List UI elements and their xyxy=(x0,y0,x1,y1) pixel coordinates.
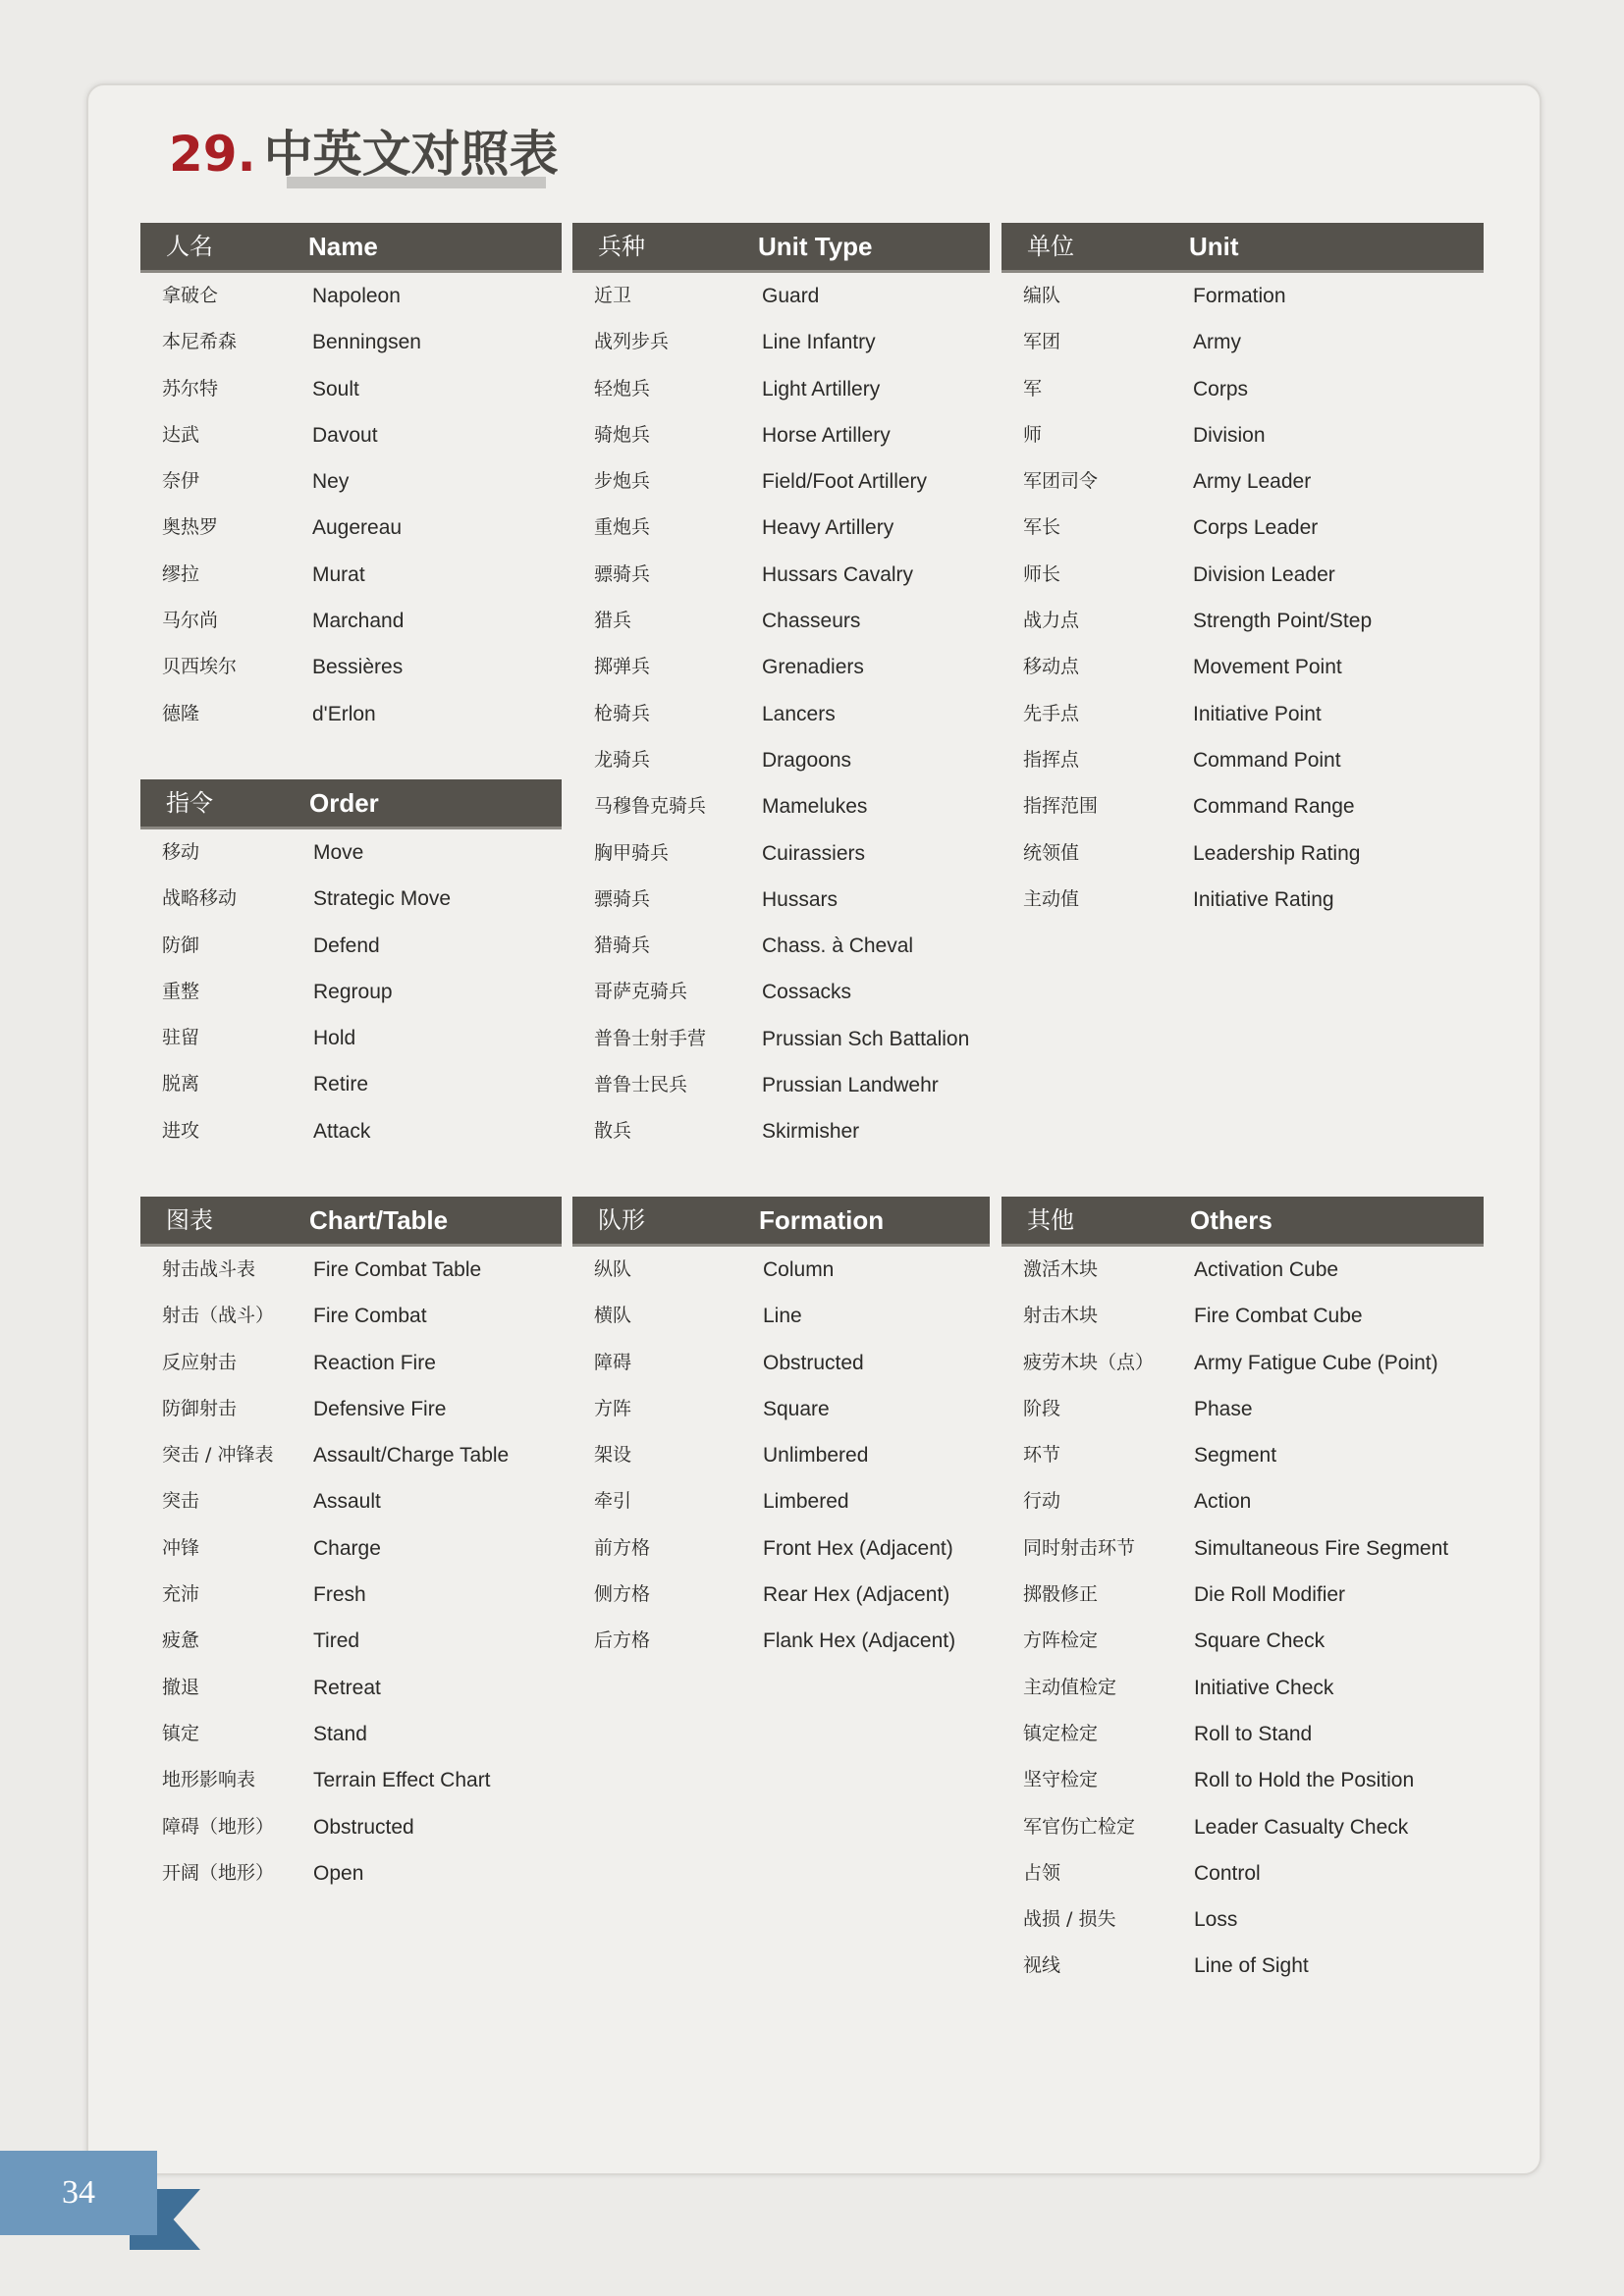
term-chinese: 步炮兵 xyxy=(594,470,651,493)
term-english: Front Hex (Adjacent) xyxy=(763,1536,953,1560)
page-title xyxy=(169,120,559,188)
term-chinese: 疲惫 xyxy=(162,1629,200,1652)
term-chinese: 视线 xyxy=(1023,1954,1061,1977)
term-chinese: 军 xyxy=(1023,377,1043,400)
term-english: Unlimbered xyxy=(763,1444,869,1468)
table-row xyxy=(572,691,990,737)
term-english: Field/Foot Artillery xyxy=(762,470,928,494)
table-row xyxy=(1001,1850,1484,1896)
term-english: Leadership Rating xyxy=(1193,841,1361,865)
table-header xyxy=(572,1197,990,1247)
term-english: Benningsen xyxy=(312,331,421,354)
term-english: Army xyxy=(1193,331,1241,354)
table-row xyxy=(1001,1340,1484,1386)
term-chinese: 镇定 xyxy=(162,1722,200,1744)
term-english: Line Infantry xyxy=(762,331,876,354)
table-row xyxy=(1001,1804,1484,1850)
table-row xyxy=(572,1525,990,1572)
term-english: Phase xyxy=(1194,1397,1253,1420)
term-english: Guard xyxy=(762,285,820,307)
term-english: Obstructed xyxy=(763,1351,864,1374)
term-chinese: 冲锋 xyxy=(162,1536,200,1559)
table-row xyxy=(1001,737,1484,783)
term-chinese: 猎骑兵 xyxy=(594,934,651,957)
table-row xyxy=(140,1711,562,1757)
term-english: Square Check xyxy=(1194,1629,1326,1653)
table-row xyxy=(1001,552,1484,598)
term-english: Fresh xyxy=(313,1583,366,1607)
term-chinese: 障碍 xyxy=(594,1351,632,1373)
term-english: Line of Sight xyxy=(1194,1954,1309,1978)
term-english: Skirmisher xyxy=(762,1120,860,1144)
term-chinese: 苏尔特 xyxy=(162,377,219,400)
table-names xyxy=(140,223,562,737)
table-row xyxy=(1001,1896,1484,1943)
term-chinese: 战略移动 xyxy=(162,887,238,910)
term-english: Die Roll Modifier xyxy=(1194,1583,1346,1607)
term-english: Davout xyxy=(312,423,378,447)
header-english: Others xyxy=(1190,1205,1272,1235)
table-row xyxy=(572,1618,990,1664)
term-english: d'Erlon xyxy=(312,702,376,725)
term-english: Simultaneous Fire Segment xyxy=(1194,1536,1449,1560)
term-chinese: 横队 xyxy=(594,1305,632,1327)
header-english: Chart/Table xyxy=(309,1205,449,1235)
table-row xyxy=(140,1804,562,1850)
table-row xyxy=(140,598,562,644)
term-english: Terrain Effect Chart xyxy=(313,1769,491,1792)
term-chinese: 充沛 xyxy=(162,1583,200,1606)
table-row xyxy=(1001,412,1484,458)
term-chinese: 环节 xyxy=(1023,1444,1061,1467)
term-chinese: 骠骑兵 xyxy=(594,562,651,585)
term-english: Obstructed xyxy=(313,1815,414,1839)
term-english: Division xyxy=(1193,423,1266,447)
table-header xyxy=(140,1197,562,1247)
term-chinese: 战损 / 损失 xyxy=(1023,1908,1116,1931)
term-chinese: 激活木块 xyxy=(1023,1258,1099,1280)
term-chinese: 地形影响表 xyxy=(162,1769,256,1791)
term-english: Strategic Move xyxy=(313,887,452,911)
term-english: Prussian Landwehr xyxy=(762,1074,939,1097)
term-chinese: 方阵检定 xyxy=(1023,1629,1099,1652)
table-charts xyxy=(140,1197,562,1896)
table-row xyxy=(1001,783,1484,829)
table-row xyxy=(140,1525,562,1572)
term-chinese: 移动 xyxy=(162,841,200,863)
term-chinese: 掷骰修正 xyxy=(1023,1583,1099,1606)
term-english: Reaction Fire xyxy=(313,1351,436,1374)
table-row xyxy=(1001,1293,1484,1339)
term-chinese: 统领值 xyxy=(1023,841,1080,864)
term-english: Corps Leader xyxy=(1193,516,1319,540)
term-chinese: 后方格 xyxy=(594,1629,651,1652)
page-number: 34 xyxy=(62,2174,95,2211)
table-row xyxy=(572,923,990,969)
term-english: Formation xyxy=(1193,285,1286,307)
term-chinese: 突击 xyxy=(162,1490,200,1513)
term-english: Tired xyxy=(313,1629,360,1653)
table-row xyxy=(572,505,990,551)
term-chinese: 同时射击环节 xyxy=(1023,1536,1136,1559)
table-row xyxy=(140,1108,562,1154)
term-english: Mamelukes xyxy=(762,795,868,819)
term-chinese: 龙骑兵 xyxy=(594,748,651,771)
term-chinese: 主动值 xyxy=(1023,887,1080,910)
term-english: Column xyxy=(763,1258,835,1281)
term-english: Segment xyxy=(1194,1444,1277,1468)
term-chinese: 马穆鲁克骑兵 xyxy=(594,795,707,818)
header-chinese: 人名 xyxy=(166,233,213,260)
term-chinese: 骑炮兵 xyxy=(594,423,651,446)
table-row xyxy=(140,1432,562,1478)
term-english: Cossacks xyxy=(762,981,852,1004)
table-row xyxy=(1001,1432,1484,1478)
term-chinese: 重炮兵 xyxy=(594,516,651,539)
term-chinese: 先手点 xyxy=(1023,702,1080,724)
table-row xyxy=(572,1293,990,1339)
term-english: Initiative Point xyxy=(1193,702,1322,725)
term-english: Rear Hex (Adjacent) xyxy=(763,1583,950,1607)
header-chinese: 兵种 xyxy=(598,233,645,260)
term-english: Initiative Rating xyxy=(1193,887,1334,911)
table-row xyxy=(572,458,990,505)
term-chinese: 军团司令 xyxy=(1023,470,1099,493)
term-chinese: 侧方格 xyxy=(594,1583,651,1606)
table-header xyxy=(140,779,562,829)
table-row xyxy=(140,273,562,319)
term-chinese: 哥萨克骑兵 xyxy=(594,981,688,1003)
table-row xyxy=(140,1618,562,1664)
table-row xyxy=(140,1386,562,1432)
term-english: Attack xyxy=(313,1119,371,1143)
term-chinese: 反应射击 xyxy=(162,1351,238,1373)
term-chinese: 指挥范围 xyxy=(1023,795,1099,818)
term-chinese: 突击 / 冲锋表 xyxy=(162,1444,274,1467)
table-row xyxy=(572,783,990,829)
table-row xyxy=(140,1757,562,1803)
table-header xyxy=(1001,1197,1484,1247)
term-chinese: 镇定检定 xyxy=(1023,1722,1099,1744)
term-english: Army Fatigue Cube (Point) xyxy=(1194,1351,1438,1374)
term-chinese: 移动点 xyxy=(1023,656,1080,678)
term-english: Limbered xyxy=(763,1490,849,1514)
term-english: Line xyxy=(763,1305,802,1328)
term-chinese: 战列步兵 xyxy=(594,331,670,353)
table-row xyxy=(140,1340,562,1386)
table-row xyxy=(1001,644,1484,690)
table-row xyxy=(572,737,990,783)
term-chinese: 德隆 xyxy=(162,702,200,724)
table-formations xyxy=(572,1197,990,1665)
table-row xyxy=(140,412,562,458)
term-english: Bessières xyxy=(312,656,404,679)
term-english: Fire Combat Table xyxy=(313,1258,482,1281)
term-english: Defend xyxy=(313,934,380,957)
term-english: Move xyxy=(313,841,364,864)
term-chinese: 编队 xyxy=(1023,285,1061,306)
table-units xyxy=(1001,223,1484,923)
term-english: Retreat xyxy=(313,1676,381,1699)
table-row xyxy=(1001,1665,1484,1711)
term-english: Roll to Hold the Position xyxy=(1194,1769,1415,1792)
table-row xyxy=(140,1247,562,1293)
table-row xyxy=(140,876,562,922)
term-chinese: 防御射击 xyxy=(162,1397,238,1419)
table-row xyxy=(572,1340,990,1386)
term-chinese: 架设 xyxy=(594,1444,632,1467)
table-row xyxy=(572,366,990,412)
term-english: Soult xyxy=(312,377,359,400)
term-english: Fire Combat xyxy=(313,1305,427,1328)
term-english: Retire xyxy=(313,1073,369,1096)
term-english: Dragoons xyxy=(762,748,852,772)
term-english: Army Leader xyxy=(1193,470,1312,494)
term-chinese: 贝西埃尔 xyxy=(162,656,238,678)
table-row xyxy=(1001,1478,1484,1524)
term-english: Movement Point xyxy=(1193,656,1342,679)
table-header xyxy=(1001,223,1484,273)
table-row xyxy=(1001,877,1484,923)
table-row xyxy=(140,552,562,598)
term-english: Activation Cube xyxy=(1194,1258,1339,1281)
table-row xyxy=(140,1572,562,1618)
term-chinese: 方阵 xyxy=(594,1397,632,1419)
term-chinese: 驻留 xyxy=(162,1027,200,1049)
term-english: Hussars Cavalry xyxy=(762,562,914,586)
term-english: Corps xyxy=(1193,377,1249,400)
term-chinese: 撤退 xyxy=(162,1676,200,1698)
term-english: Light Artillery xyxy=(762,377,881,400)
term-english: Loss xyxy=(1194,1908,1238,1932)
term-english: Control xyxy=(1194,1861,1261,1885)
term-chinese: 军团 xyxy=(1023,331,1061,353)
term-chinese: 师 xyxy=(1023,423,1043,446)
term-english: Regroup xyxy=(313,980,393,1003)
term-chinese: 掷弹兵 xyxy=(594,656,651,678)
table-row xyxy=(572,1572,990,1618)
term-chinese: 达武 xyxy=(162,423,200,446)
table-row xyxy=(572,412,990,458)
term-chinese: 前方格 xyxy=(594,1536,651,1559)
table-row xyxy=(140,969,562,1015)
term-english: Horse Artillery xyxy=(762,423,891,447)
term-english: Napoleon xyxy=(312,285,401,307)
table-row xyxy=(140,505,562,551)
term-chinese: 重整 xyxy=(162,980,200,1002)
table-unit-types xyxy=(572,223,990,1155)
term-chinese: 近卫 xyxy=(594,285,632,306)
term-english: Assault xyxy=(313,1490,381,1514)
term-english: Command Point xyxy=(1193,748,1341,772)
table-row xyxy=(572,1062,990,1108)
term-chinese: 奥热罗 xyxy=(162,516,219,539)
term-chinese: 马尔尚 xyxy=(162,610,219,632)
term-english: Flank Hex (Adjacent) xyxy=(763,1629,956,1653)
header-english: Order xyxy=(309,788,379,818)
table-row xyxy=(140,1015,562,1061)
term-chinese: 师长 xyxy=(1023,562,1061,585)
term-chinese: 坚守检定 xyxy=(1023,1769,1099,1791)
table-row xyxy=(572,1016,990,1062)
header-chinese: 其他 xyxy=(1027,1206,1074,1234)
table-row xyxy=(1001,830,1484,877)
header-english: Unit xyxy=(1189,232,1239,261)
term-chinese: 枪骑兵 xyxy=(594,702,651,724)
term-english: Square xyxy=(763,1397,830,1420)
term-english: Chasseurs xyxy=(762,610,861,633)
term-chinese: 奈伊 xyxy=(162,470,200,493)
term-chinese: 进攻 xyxy=(162,1119,200,1142)
table-row xyxy=(1001,505,1484,551)
term-english: Murat xyxy=(312,562,365,586)
term-chinese: 指挥点 xyxy=(1023,748,1080,771)
table-row xyxy=(140,923,562,969)
term-english: Division Leader xyxy=(1193,562,1335,586)
table-row xyxy=(1001,1247,1484,1293)
term-english: Command Range xyxy=(1193,795,1355,819)
term-english: Strength Point/Step xyxy=(1193,610,1373,633)
table-row xyxy=(1001,598,1484,644)
table-row xyxy=(572,598,990,644)
table-row xyxy=(140,1478,562,1524)
term-chinese: 普鲁士民兵 xyxy=(594,1074,688,1096)
table-row xyxy=(572,273,990,319)
table-row xyxy=(140,1665,562,1711)
term-english: Chass. à Cheval xyxy=(762,934,914,958)
table-row xyxy=(1001,1386,1484,1432)
header-english: Formation xyxy=(759,1205,885,1235)
table-row xyxy=(140,829,562,876)
table-row xyxy=(140,458,562,505)
term-english: Ney xyxy=(312,470,350,494)
term-english: Hold xyxy=(313,1027,356,1050)
table-row xyxy=(140,1850,562,1896)
section-title: 中英文对照表 xyxy=(263,126,559,183)
term-chinese: 骠骑兵 xyxy=(594,887,651,910)
term-english: Charge xyxy=(313,1536,381,1560)
table-row xyxy=(572,969,990,1015)
term-chinese: 阶段 xyxy=(1023,1397,1061,1419)
table-header xyxy=(140,223,562,273)
header-english: Name xyxy=(308,232,378,261)
table-row xyxy=(1001,366,1484,412)
term-chinese: 普鲁士射手营 xyxy=(594,1027,707,1049)
term-chinese: 射击木块 xyxy=(1023,1305,1099,1327)
term-chinese: 战力点 xyxy=(1023,610,1080,632)
table-row xyxy=(572,830,990,877)
table-row xyxy=(140,366,562,412)
term-chinese: 拿破仑 xyxy=(162,285,219,306)
term-english: Open xyxy=(313,1861,364,1885)
term-english: Prussian Sch Battalion xyxy=(762,1027,970,1050)
term-english: Leader Casualty Check xyxy=(1194,1815,1409,1839)
table-row xyxy=(140,1293,562,1339)
table-row xyxy=(140,644,562,690)
term-chinese: 占领 xyxy=(1023,1861,1061,1884)
table-row xyxy=(1001,1618,1484,1664)
header-chinese: 图表 xyxy=(166,1206,213,1234)
term-english: Assault/Charge Table xyxy=(313,1444,510,1468)
term-english: Stand xyxy=(313,1722,367,1745)
term-chinese: 开阔（地形） xyxy=(162,1861,275,1884)
table-row xyxy=(572,644,990,690)
section-number: 29. xyxy=(169,126,256,183)
term-chinese: 本尼希森 xyxy=(162,331,238,353)
term-english: Fire Combat Cube xyxy=(1194,1305,1363,1328)
header-chinese: 指令 xyxy=(166,789,213,817)
term-chinese: 胸甲骑兵 xyxy=(594,841,670,864)
table-row xyxy=(1001,319,1484,365)
term-chinese: 轻炮兵 xyxy=(594,377,651,400)
term-chinese: 猎兵 xyxy=(594,610,632,632)
term-chinese: 脱离 xyxy=(162,1073,200,1095)
table-row xyxy=(572,1386,990,1432)
table-row xyxy=(1001,1943,1484,1989)
term-english: Initiative Check xyxy=(1194,1676,1334,1699)
term-english: Augereau xyxy=(312,516,403,540)
table-row xyxy=(1001,273,1484,319)
term-chinese: 牵引 xyxy=(594,1490,632,1513)
term-english: Cuirassiers xyxy=(762,841,866,865)
table-row xyxy=(1001,1757,1484,1803)
table-row xyxy=(1001,1525,1484,1572)
term-english: Defensive Fire xyxy=(313,1397,447,1420)
table-row xyxy=(572,877,990,923)
table-row xyxy=(1001,691,1484,737)
term-chinese: 行动 xyxy=(1023,1490,1061,1513)
table-row xyxy=(140,691,562,737)
term-english: Heavy Artillery xyxy=(762,516,894,540)
table-row xyxy=(572,1478,990,1524)
term-chinese: 射击战斗表 xyxy=(162,1258,256,1280)
header-chinese: 单位 xyxy=(1027,233,1074,260)
header-chinese: 队形 xyxy=(598,1206,645,1234)
term-chinese: 缪拉 xyxy=(162,562,200,585)
table-row xyxy=(140,319,562,365)
table-row xyxy=(572,552,990,598)
header-english: Unit Type xyxy=(758,232,873,261)
term-english: Roll to Stand xyxy=(1194,1722,1313,1745)
term-chinese: 军长 xyxy=(1023,516,1061,539)
term-chinese: 防御 xyxy=(162,934,200,956)
table-row xyxy=(572,319,990,365)
table-row xyxy=(1001,458,1484,505)
term-english: Hussars xyxy=(762,887,839,911)
table-row xyxy=(572,1108,990,1154)
term-chinese: 主动值检定 xyxy=(1023,1676,1117,1698)
table-orders xyxy=(140,779,562,1154)
term-chinese: 障碍（地形） xyxy=(162,1815,275,1838)
term-english: Grenadiers xyxy=(762,656,864,679)
table-row xyxy=(572,1432,990,1478)
term-english: Marchand xyxy=(312,610,405,633)
table-row xyxy=(572,1247,990,1293)
term-chinese: 散兵 xyxy=(594,1120,632,1143)
term-english: Action xyxy=(1194,1490,1252,1514)
term-chinese: 军官伤亡检定 xyxy=(1023,1815,1136,1838)
term-chinese: 纵队 xyxy=(594,1258,632,1280)
table-row xyxy=(1001,1711,1484,1757)
term-chinese: 射击（战斗） xyxy=(162,1305,275,1327)
table-row xyxy=(1001,1572,1484,1618)
table-row xyxy=(140,1061,562,1107)
term-chinese: 疲劳木块（点） xyxy=(1023,1351,1155,1373)
table-header xyxy=(572,223,990,273)
term-english: Lancers xyxy=(762,702,836,725)
table-others xyxy=(1001,1197,1484,1990)
